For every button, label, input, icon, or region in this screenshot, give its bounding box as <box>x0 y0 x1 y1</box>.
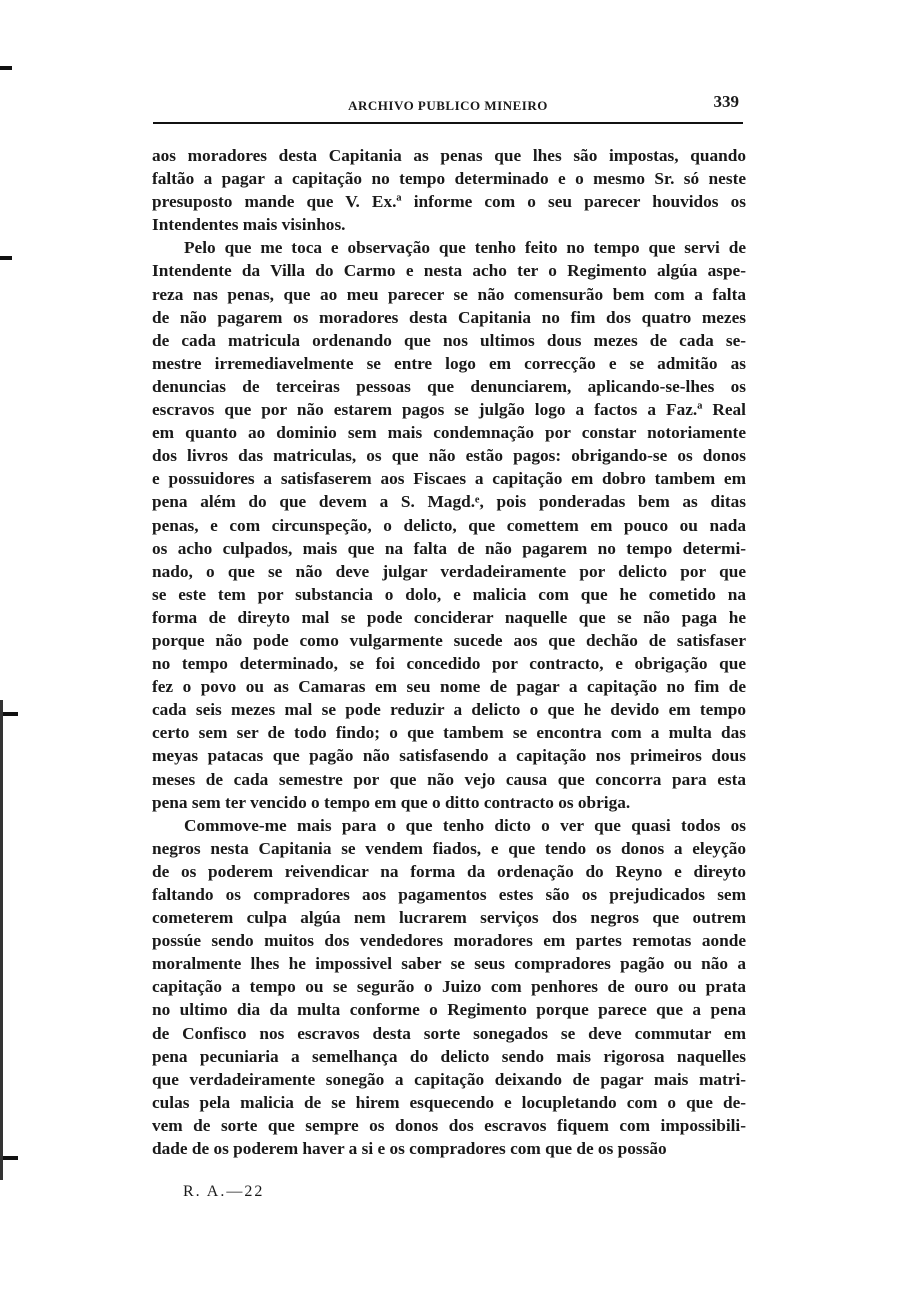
page-header <box>153 92 743 118</box>
text-line: de não pagarem os moradores desta Capitania no fim dos quatro mezes <box>152 307 746 327</box>
text-line: Intendentes mais visinhos. <box>152 215 346 235</box>
header-rule <box>153 122 743 124</box>
page-number: 339 <box>713 92 739 111</box>
binding-edge-line <box>0 700 3 1180</box>
text-line: que verdadeiramente sonegão a capitação deixando de pagar mais matri- <box>152 1069 746 1089</box>
text-line: cada seis mezes mal se pode reduzir a delicto o que he devido em tempo <box>152 700 746 720</box>
text-line: no ultimo dia da multa conforme o Regimento porque parece que a pena <box>152 1000 746 1020</box>
text-line: dos livros das matriculas, os que não estão pagos: obrigando-se os donos <box>152 446 746 466</box>
text-line: faltando os compradores aos pagamentos estes são os prejudicados sem <box>152 885 746 904</box>
text-line: os acho culpados, mais que na falta de não pagarem no tempo determi- <box>152 538 746 558</box>
text-line: de Confisco nos escravos desta sorte sonegados se deve commutar em <box>152 1023 746 1043</box>
text-line: Commove-me mais para o que tenho dicto o ver que quasi todos os <box>184 815 746 835</box>
text-line: nado, o que se não deve julgar verdadeiramente por delicto por que <box>152 561 746 581</box>
text-line: penas, e com circunspeção, o delicto, que comettem em pouco ou nada <box>152 515 746 535</box>
text-line: escravos que por não estarem pagos se julgão logo a factos a Faz.ª Real <box>152 400 746 420</box>
body-text <box>152 144 746 1160</box>
text-line: mestre irremediavelmente se entre logo em correcção e se admitão as <box>152 353 746 373</box>
text-line: meses de cada semestre por que não vejo causa que concorra para esta <box>152 769 746 789</box>
text-line: possúe sendo muitos dos vendedores moradores em partes remotas aonde <box>152 931 746 951</box>
text-line: pena além do que devem a S. Magd.ᵉ, pois ponderadas bem as ditas <box>152 492 746 512</box>
text-line: fez o povo ou as Camaras em seu nome de pagar a capitação no fim de <box>152 677 746 697</box>
text-line: porque não pode como vulgarmente sucede aos que dechão de satisfaser <box>152 630 746 650</box>
margin-mark <box>0 66 12 70</box>
text-line: culas pela malicia de se hirem esquecendo e locupletando com o que de- <box>152 1092 746 1112</box>
text-line: em quanto ao dominio sem mais condemnação por constar notoriamente <box>152 423 746 443</box>
text-line: presuposto mande que V. Ex.ª informe com o seu parecer houvidos os <box>152 192 746 212</box>
text-line: reza nas penas, que ao meu parecer se não comensurão bem com a falta <box>152 284 746 304</box>
text-line: se este tem por substancia o dolo, e malicia com que he cometido na <box>152 584 746 604</box>
text-line: de cada matricula ordenando que nos ultimos dous mezes de cada se- <box>152 330 746 350</box>
text-line: no tempo determinado, se foi concedido por contracto, e obrigação que <box>152 654 746 674</box>
running-title: ARCHIVO PUBLICO MINEIRO <box>348 98 548 113</box>
text-line: denuncias de terceiras pessoas que denunciarem, aplicando-se-lhes os <box>152 376 746 396</box>
text-line: pena sem ter vencido o tempo em que o ditto contracto os obriga. <box>152 792 631 812</box>
text-line: certo sem ser de todo findo; o que tambem se encontra com a multa das <box>152 723 746 743</box>
text-line: negros nesta Capitania se vendem fiados, e que tendo os donos a eleyção <box>152 838 746 858</box>
paragraph <box>152 144 746 236</box>
text-line: Intendente da Villa do Carmo e nesta acho ter o Regimento algúa aspe- <box>152 261 746 281</box>
text-line: forma de direyto mal se pode conciderar naquelle que se não paga he <box>152 607 746 627</box>
text-line: dade de os poderem haver a si e os compradores com que de os possão <box>152 1139 667 1159</box>
text-line: vem de sorte que sempre os donos dos escravos fiquem com impossibili- <box>152 1115 746 1135</box>
signature-mark: R. A.—22 <box>183 1183 265 1200</box>
text-line: meyas patacas que pagão não satisfasendo a capitação nos primeiros dous <box>152 746 746 766</box>
text-line: pena pecuniaria a semelhança do delicto sendo mais rigorosa naquelles <box>152 1046 746 1066</box>
margin-mark <box>0 256 12 260</box>
text-line: de os poderem reivendicar na forma da ordenação do Reyno e direyto <box>152 861 746 881</box>
text-line: cometerem culpa algúa nem lucrarem serviços dos negros que outrem <box>152 908 746 928</box>
paragraph <box>152 814 746 1160</box>
paragraph <box>152 236 746 813</box>
text-line: e possuidores a satisfaserem aos Fiscaes a capitação em dobro tambem em <box>152 469 746 489</box>
text-line: moralmente lhes he impossivel saber se seus compradores pagão ou não a <box>152 954 746 974</box>
text-line: Pelo que me toca e observação que tenho feito no tempo que servi de <box>184 238 746 258</box>
text-line: faltão a pagar a capitação no tempo determinado e o mesmo Sr. só neste <box>152 169 746 189</box>
text-line: aos moradores desta Capitania as penas que lhes são impostas, quando <box>152 146 746 165</box>
text-line: capitação a tempo ou se segurão o Juizo com penhores de ouro ou prata <box>152 977 746 997</box>
